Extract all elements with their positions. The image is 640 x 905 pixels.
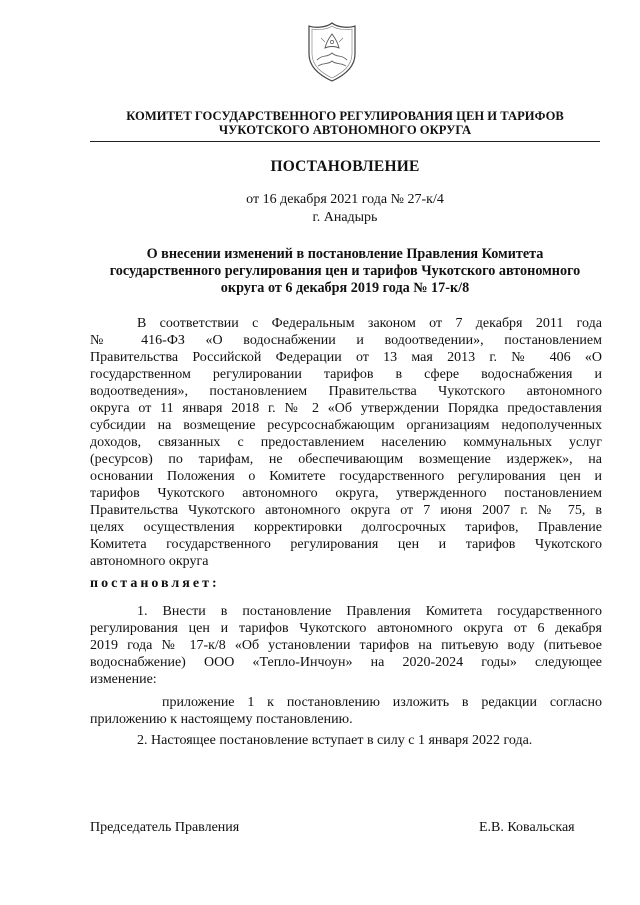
header-divider bbox=[90, 141, 600, 142]
preamble-line: Правительства Российской Федерации от 13 мая 2013 г. № 406 «О bbox=[90, 350, 602, 365]
document-date-number: от 16 декабря 2021 года № 27-к/4 bbox=[246, 192, 444, 207]
preamble-line: водоотведения», постановлением Правительства Чукотского автономного bbox=[90, 384, 602, 399]
item-1-subclause-line: приложению к настоящему постановлению. bbox=[90, 712, 353, 727]
preamble-line: целях осуществления корректировки долгосрочных тарифов, Правление bbox=[90, 520, 602, 535]
preamble-line: округа от 11 января 2018 г. № 2 «Об утверждении Порядка предоставления bbox=[90, 401, 602, 416]
item-1-subclause-line: приложение 1 к постановлению изложить в редакции согласно bbox=[162, 695, 602, 710]
document-type: ПОСТАНОВЛЕНИЕ bbox=[270, 158, 420, 175]
item-2-line: 2. Настоящее постановление вступает в силу с 1 января 2022 года. bbox=[137, 733, 533, 748]
item-1-line: 1. Внести в постановление Правления Комитета государственного bbox=[137, 604, 602, 619]
preamble-line: государственном регулировании тарифов в сфере водоснабжения и bbox=[90, 367, 602, 382]
document-title-line: О внесении изменений в постановление Правления Комитета bbox=[146, 246, 544, 262]
organization-name-line-1: КОМИТЕТ ГОСУДАРСТВЕННОГО РЕГУЛИРОВАНИЯ ЦЕН И ТАРИФОВ bbox=[126, 109, 564, 123]
resolves-word: постановляет: bbox=[90, 576, 220, 591]
preamble-line: субсидии на возмещение ресурсоснабжающим организациям недополученных bbox=[90, 418, 602, 433]
item-1-line: изменение: bbox=[90, 672, 157, 687]
document-title-line: округа от 6 декабря 2019 года № 17-к/8 bbox=[220, 280, 470, 296]
item-1-line: водоснабжение) ООО «Тепло-Инчоун» на 2020-2024 годы» следующее bbox=[90, 655, 602, 670]
coat-of-arms-icon bbox=[305, 20, 359, 84]
preamble-line: В соответствии с Федеральным законом от 7 декабря 2011 года bbox=[137, 316, 602, 331]
preamble-line: (ресурсов) по тарифам, не обеспечивающим возмещение издержек», на bbox=[90, 452, 602, 467]
preamble-line: основании Положения о Комитете государственного регулирования цен и bbox=[90, 469, 602, 484]
preamble-line: доходов, связанных с предоставлением населению коммунальных услуг bbox=[90, 435, 602, 450]
preamble-line: № 416-ФЗ «О водоснабжении и водоотведении», постановлением bbox=[90, 333, 602, 348]
preamble-line: тарифов Чукотского автономного округа, утвержденного постановлением bbox=[90, 486, 602, 501]
preamble-line: Комитета государственного регулирования цен и тарифов Чукотского bbox=[90, 537, 602, 552]
signatory-name: Е.В. Ковальская bbox=[479, 820, 575, 835]
organization-name-line-2: ЧУКОТСКОГО АВТОНОМНОГО ОКРУГА bbox=[218, 123, 472, 137]
document-city: г. Анадырь bbox=[312, 210, 378, 225]
document-title-line: государственного регулирования цен и тарифов Чукотского автономного bbox=[109, 263, 581, 279]
preamble-line: автономного округа bbox=[90, 554, 209, 569]
preamble-line: Правительства Чукотского автономного округа от 7 июня 2007 г. № 75, в bbox=[90, 503, 602, 518]
item-1-line: регулирования цен и тарифов Чукотского автономного округа от 6 декабря bbox=[90, 621, 602, 636]
signatory-position: Председатель Правления bbox=[90, 820, 240, 835]
item-1-line: 2019 года № 17-к/8 «Об установлении тарифов на питьевую воду (питьевое bbox=[90, 638, 602, 653]
